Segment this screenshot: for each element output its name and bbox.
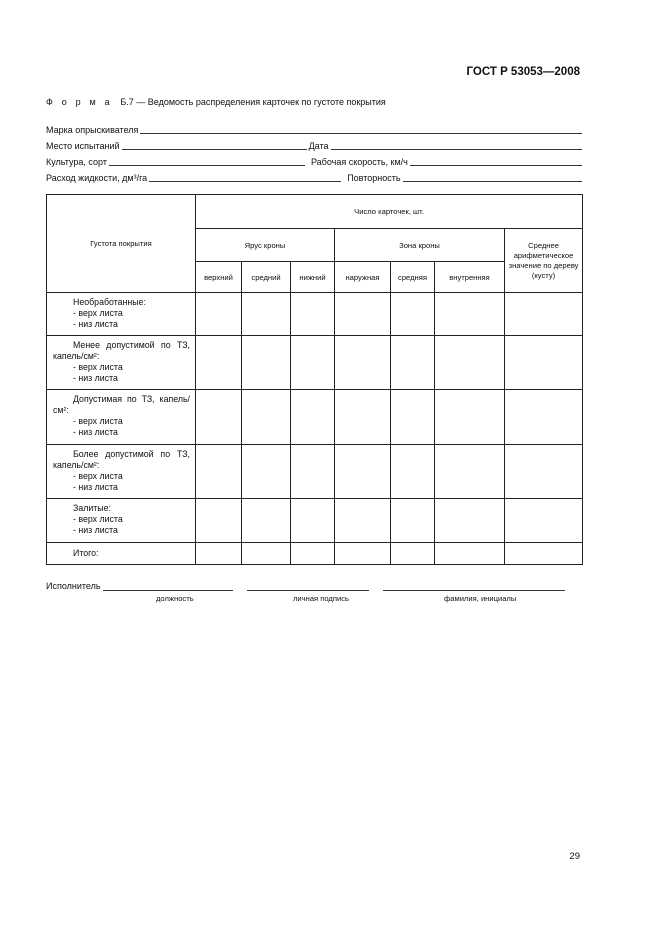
row-sub-bottom: - низ листа xyxy=(73,373,118,383)
row-label-allowed xyxy=(47,390,196,445)
row-main-label: Залитые: xyxy=(73,503,111,513)
cell[interactable] xyxy=(242,543,291,565)
row-main-label: Допустимая по ТЗ, капель/см²: xyxy=(53,394,190,415)
row-label-below-allowed xyxy=(47,336,196,390)
field-place-date xyxy=(46,138,582,151)
header-crown-zone: Зона кроны xyxy=(335,229,505,262)
cell[interactable] xyxy=(196,293,242,336)
field-label-place: Место испытаний xyxy=(46,141,120,151)
document-code: ГОСТ Р 53053—2008 xyxy=(466,66,580,78)
header-mean-value: Среднее арифметическое значение по дереву (кусту) xyxy=(505,229,583,293)
blank-repeat[interactable] xyxy=(403,171,582,182)
header-zone-middle: средняя xyxy=(391,262,435,293)
header-cards-count: Число карточек, шт. xyxy=(196,195,583,229)
cell[interactable] xyxy=(435,499,505,543)
field-flow-repeat xyxy=(46,170,582,183)
cell[interactable] xyxy=(505,499,583,543)
blank-full-name[interactable] xyxy=(383,580,565,591)
cell[interactable] xyxy=(435,336,505,390)
cell[interactable] xyxy=(291,445,335,499)
blank-position[interactable] xyxy=(103,580,233,591)
cell[interactable] xyxy=(335,445,391,499)
cell[interactable] xyxy=(196,499,242,543)
row-sub-top: - верх листа xyxy=(73,308,123,318)
cell[interactable] xyxy=(242,499,291,543)
cell[interactable] xyxy=(291,390,335,445)
row-main-label: Менее допустимой по ТЗ, капель/см²: xyxy=(53,340,190,361)
cell[interactable] xyxy=(435,390,505,445)
row-sub-bottom: - низ листа xyxy=(73,525,118,535)
cell[interactable] xyxy=(335,543,391,565)
row-main-label: Итого: xyxy=(73,547,99,558)
caption-signature: личная подпись xyxy=(293,594,349,603)
row-sub-bottom: - низ листа xyxy=(73,319,118,329)
blank-date[interactable] xyxy=(331,139,583,150)
cell[interactable] xyxy=(291,543,335,565)
header-density: Густота покрытия xyxy=(47,195,196,293)
row-label-above-allowed xyxy=(47,445,196,499)
field-label-repeat: Повторность xyxy=(347,173,401,183)
table-row xyxy=(47,293,583,336)
cell[interactable] xyxy=(335,499,391,543)
cell[interactable] xyxy=(391,336,435,390)
field-label-culture: Культура, сорт xyxy=(46,157,107,167)
cell[interactable] xyxy=(505,336,583,390)
cell[interactable] xyxy=(242,390,291,445)
table-row xyxy=(47,445,583,499)
table-row xyxy=(47,543,583,565)
row-sub-top: - верх листа xyxy=(73,514,123,524)
row-main-label: Необработанные: xyxy=(73,297,146,307)
blank-signature[interactable] xyxy=(247,580,369,591)
field-sprayer-brand xyxy=(46,122,582,135)
field-label-speed: Рабочая скорость, км/ч xyxy=(310,157,408,167)
blank-speed[interactable] xyxy=(410,155,582,166)
cell[interactable] xyxy=(505,543,583,565)
row-main-label: Более допустимой по ТЗ, капель/см²: xyxy=(53,449,190,470)
cell[interactable] xyxy=(196,390,242,445)
header-tier-middle: средний xyxy=(242,262,291,293)
cell[interactable] xyxy=(505,293,583,336)
executor-block xyxy=(46,580,582,606)
field-label-date: Дата xyxy=(308,141,329,151)
blank-flow[interactable] xyxy=(149,171,341,182)
row-sub-bottom: - низ листа xyxy=(73,482,118,492)
row-sub-bottom: - низ листа xyxy=(73,427,118,437)
blank-culture[interactable] xyxy=(109,155,305,166)
cell[interactable] xyxy=(435,543,505,565)
executor-label: Исполнитель xyxy=(46,581,101,591)
row-sub-top: - верх листа xyxy=(73,362,123,372)
caption-position: должность xyxy=(156,594,194,603)
field-label-brand: Марка опрыскивателя xyxy=(46,125,139,135)
cell[interactable] xyxy=(391,445,435,499)
cell[interactable] xyxy=(391,293,435,336)
cell[interactable] xyxy=(391,543,435,565)
cell[interactable] xyxy=(196,445,242,499)
cell[interactable] xyxy=(242,336,291,390)
field-label-flow: Расход жидкости, дм³/га xyxy=(46,173,148,183)
cell[interactable] xyxy=(291,293,335,336)
cell[interactable] xyxy=(335,390,391,445)
cell[interactable] xyxy=(335,293,391,336)
header-zone-outer: наружная xyxy=(335,262,391,293)
header-tier-upper: верхний xyxy=(196,262,242,293)
table-row xyxy=(47,499,583,543)
header-crown-tier: Ярус кроны xyxy=(196,229,335,262)
blank-place[interactable] xyxy=(122,139,307,150)
cell[interactable] xyxy=(242,293,291,336)
cell[interactable] xyxy=(242,445,291,499)
caption-full-name: фамилия, инициалы xyxy=(444,594,517,603)
cell[interactable] xyxy=(196,543,242,565)
header-tier-lower: нижний xyxy=(291,262,335,293)
row-sub-top: - верх листа xyxy=(73,471,123,481)
row-sub-top: - верх листа xyxy=(73,416,123,426)
cell[interactable] xyxy=(291,336,335,390)
cell[interactable] xyxy=(435,445,505,499)
cell[interactable] xyxy=(196,336,242,390)
header-zone-inner: внутренняя xyxy=(435,262,505,293)
row-label-total xyxy=(47,543,196,565)
field-culture-speed xyxy=(46,154,582,167)
cell[interactable] xyxy=(291,499,335,543)
form-title xyxy=(46,97,386,107)
table-row xyxy=(47,336,583,390)
coverage-table xyxy=(46,194,583,565)
form-prefix: Ф о р м а xyxy=(46,97,113,107)
table-row xyxy=(47,390,583,445)
form-caption: Б.7 — Ведомость распределения карточек по густоте покрытия xyxy=(120,97,386,107)
row-label-flooded xyxy=(47,499,196,543)
cell[interactable] xyxy=(391,499,435,543)
row-label-untreated xyxy=(47,293,196,336)
cell[interactable] xyxy=(335,336,391,390)
cell[interactable] xyxy=(505,390,583,445)
cell[interactable] xyxy=(435,293,505,336)
cell[interactable] xyxy=(505,445,583,499)
blank-brand[interactable] xyxy=(140,123,582,134)
cell[interactable] xyxy=(391,390,435,445)
page-number: 29 xyxy=(569,851,580,862)
